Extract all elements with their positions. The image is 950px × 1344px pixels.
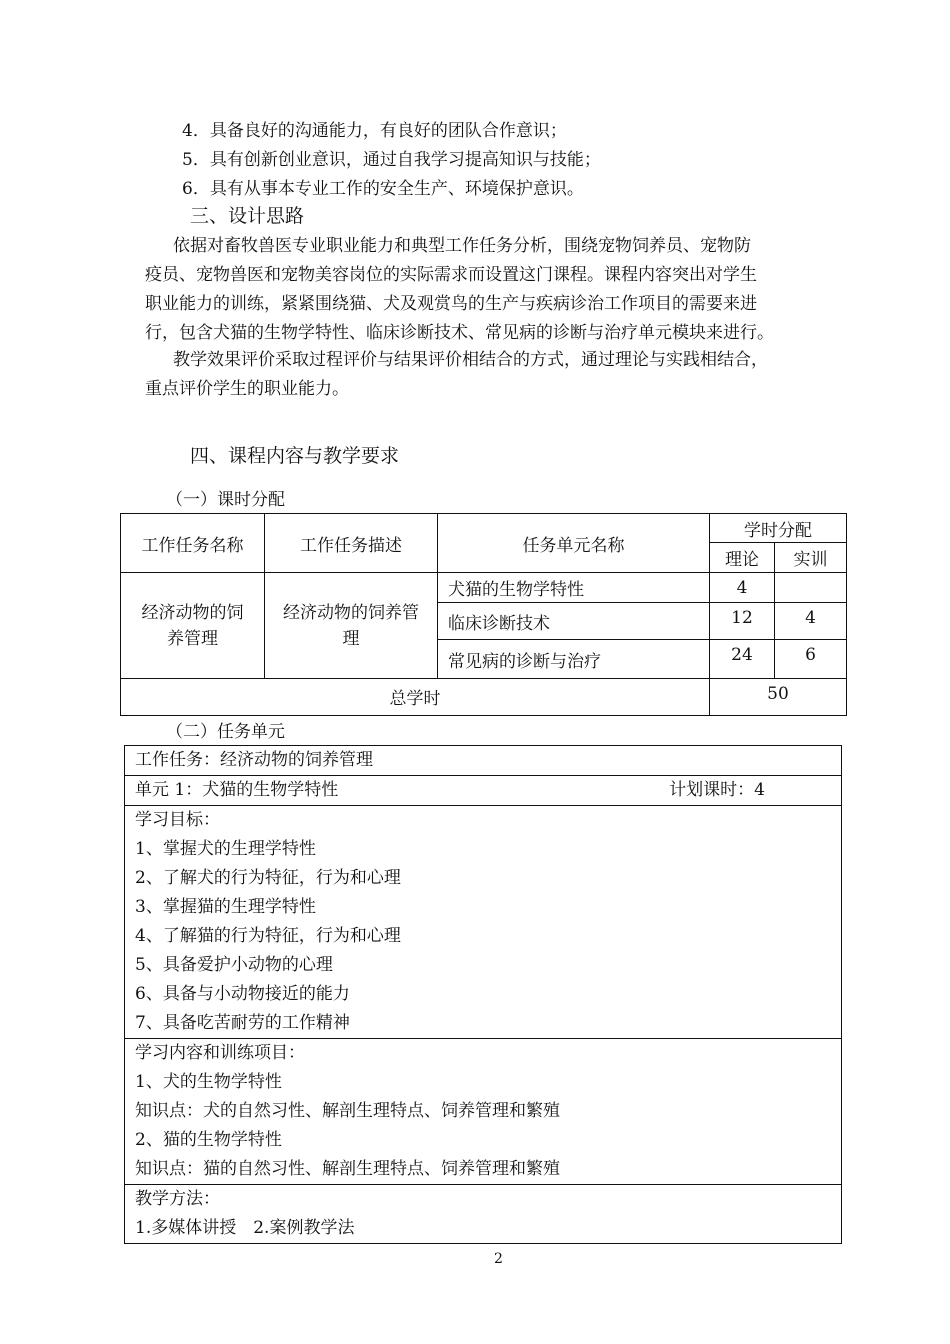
- learning-goals-cell: [125, 806, 842, 1039]
- total-hours-value: 50: [710, 679, 847, 716]
- header-task-name: 工作任务名称: [121, 514, 265, 573]
- practice-hours-cell: 6: [775, 640, 847, 679]
- content-item: 知识点：犬的自然习性、解剖生理特点、饲养管理和繁殖: [135, 1101, 560, 1121]
- ability-item-5: 5．具有创新创业意识，通过自我学习提高知识与技能；: [182, 150, 601, 170]
- para1-line: 依据对畜牧兽医专业职业能力和典型工作任务分析，围绕宠物饲养员、宠物防: [173, 236, 751, 256]
- theory-hours-cell: 24: [710, 640, 775, 679]
- task-desc-line: 经济动物的饲养管: [283, 602, 419, 623]
- para1-line: 疫员、宠物兽医和宠物美容岗位的实际需求而设置这门课程。课程内容突出对学生: [145, 265, 757, 285]
- planned-hours: 计划课时：4: [669, 780, 765, 800]
- header-unit-name: 任务单元名称: [438, 514, 710, 573]
- task-desc-line: 理: [342, 628, 360, 649]
- content-item: 1、犬的生物学特性: [135, 1072, 282, 1092]
- practice-hours-cell: [775, 573, 847, 603]
- para2-line: 重点评价学生的职业能力。: [145, 379, 349, 399]
- header-task-desc: 工作任务描述: [265, 514, 438, 573]
- content-title: 学习内容和训练项目：: [135, 1043, 305, 1063]
- content-item: 知识点：猫的自然习性、解剖生理特点、饲养管理和繁殖: [135, 1159, 560, 1179]
- task-name-line: 养管理: [167, 628, 218, 649]
- content-item: 2、猫的生物学特性: [135, 1130, 282, 1150]
- goal-item: 3、掌握猫的生理学特性: [135, 897, 316, 917]
- work-task-row: 工作任务：经济动物的饲养管理: [125, 746, 842, 776]
- goal-item: 6、具备与小动物接近的能力: [135, 984, 350, 1004]
- ability-item-6: 6．具有从事本专业工作的安全生产、环境保护意识。: [182, 179, 584, 199]
- goal-item: 4、了解猫的行为特征，行为和心理: [135, 926, 401, 946]
- para1-line: 行，包含犬猫的生物学特性、临床诊断技术、常见病的诊断与治疗单元模块来进行。: [145, 323, 774, 343]
- unit-header-row: [125, 776, 842, 806]
- teaching-method-cell: [125, 1185, 842, 1244]
- goal-item: 5、具备爱护小动物的心理: [135, 955, 333, 975]
- subsection-task-units: （二）任务单元: [166, 722, 285, 742]
- practice-hours-cell: 4: [775, 603, 847, 640]
- task-name-cell: [121, 573, 265, 679]
- learning-content-cell: [125, 1039, 842, 1185]
- total-hours-label: 总学时: [121, 679, 710, 716]
- unit-name-cell: 临床诊断技术: [438, 603, 710, 640]
- task-name-line: 经济动物的饲: [141, 602, 244, 623]
- goals-title: 学习目标：: [135, 810, 220, 830]
- theory-hours-cell: 4: [710, 573, 775, 603]
- design-paragraph-1: [145, 232, 774, 348]
- goal-item: 1、掌握犬的生理学特性: [135, 839, 316, 859]
- method-list: 1.多媒体讲授 2.案例教学法: [135, 1218, 355, 1238]
- method-title: 教学方法：: [135, 1189, 220, 1209]
- goal-item: 2、了解犬的行为特征，行为和心理: [135, 868, 401, 888]
- task-desc-cell: [265, 573, 438, 679]
- header-practice: 实训: [775, 543, 847, 573]
- theory-hours-cell: 12: [710, 603, 775, 640]
- unit-name-cell: 犬猫的生物学特性: [438, 573, 710, 603]
- ability-item-4: 4．具备良好的沟通能力，有良好的团队合作意识；: [182, 121, 567, 141]
- task-unit-table: [124, 745, 842, 1244]
- page-number: 2: [494, 1251, 503, 1267]
- design-paragraph-2: [145, 346, 768, 404]
- para2-line: 教学效果评价采取过程评价与结果评价相结合的方式，通过理论与实践相结合，: [173, 350, 768, 370]
- subsection-hours-allocation: （一）课时分配: [166, 490, 285, 510]
- para1-line: 职业能力的训练，紧紧围绕猫、犬及观赏鸟的生产与疾病诊治工作项目的需要来进: [145, 294, 757, 314]
- section-4-title: 四、课程内容与教学要求: [190, 445, 400, 467]
- header-hours: 学时分配: [710, 514, 847, 543]
- section-3-title: 三、设计思路: [190, 205, 305, 227]
- goal-item: 7、具备吃苦耐劳的工作精神: [135, 1013, 350, 1033]
- header-theory: 理论: [710, 543, 775, 573]
- unit-name-cell: 常见病的诊断与治疗: [438, 640, 710, 679]
- hours-allocation-table: [120, 513, 847, 716]
- unit-title: 单元 1：犬猫的生物学特性: [135, 780, 339, 800]
